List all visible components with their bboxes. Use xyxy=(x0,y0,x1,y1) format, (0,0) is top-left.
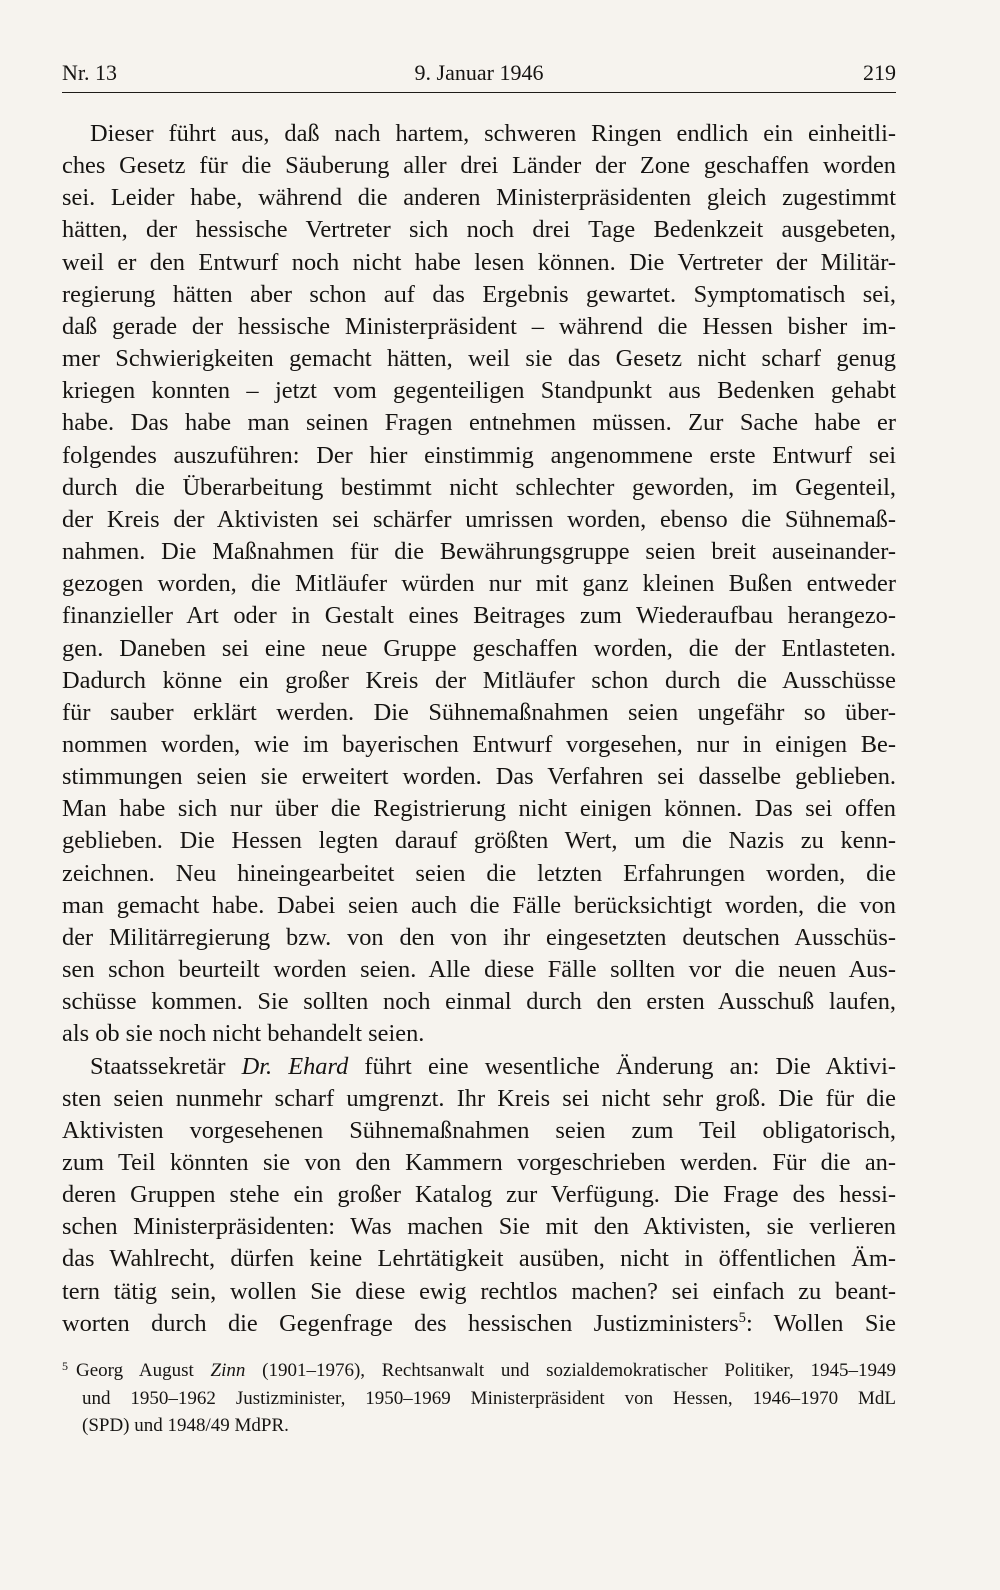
text-line: gezogen worden, die Mitläufer würden nur mit ganz kleinen Bußen entweder xyxy=(62,570,896,598)
text-run: worten durch die Gegenfrage des hessischen Justizministers xyxy=(62,1309,739,1337)
footnote-reference[interactable]: 5 xyxy=(738,1309,746,1326)
speaker-name: Dr. Ehard xyxy=(241,1052,349,1080)
text-line: regierung hätten aber schon auf das Ergebnis gewartet. Symptomatisch sei, xyxy=(62,280,896,308)
text-line: schüsse kommen. Sie sollten noch einmal durch den ersten Ausschuß laufen, xyxy=(62,988,896,1016)
text-run: Georg August xyxy=(76,1360,211,1381)
paragraph-2-first-line xyxy=(62,1051,896,1083)
text-line: finanzieller Art oder in Gestalt eines Beitrages zum Wiederaufbau herangezo- xyxy=(62,602,896,630)
text-line: deren Gruppen stehe ein großer Katalog zur Verfügung. Die Frage des hessi- xyxy=(62,1181,896,1209)
paragraph-2-last-line xyxy=(62,1308,896,1340)
footnote-5 xyxy=(62,1353,896,1440)
text-line: durch die Überarbeitung bestimmt nicht schlechter geworden, im Gegenteil, xyxy=(62,473,896,501)
text-line: nommen worden, wie im bayerischen Entwurf vorgesehen, nur in einigen Be- xyxy=(62,730,896,758)
text-line: der Militärregierung bzw. von den von ihr eingesetzten deutschen Ausschüs- xyxy=(62,923,896,951)
text-line: Dieser führt aus, daß nach hartem, schweren Ringen endlich ein einheitli- xyxy=(90,120,896,147)
text-line: hätten, der hessische Vertreter sich noch drei Tage Bedenkzeit ausgebeten, xyxy=(62,216,896,244)
person-name: Zinn xyxy=(210,1360,246,1381)
text-line: zeichnen. Neu hineingearbeitet seien die letzten Erfahrungen worden, die xyxy=(62,859,896,887)
footnote-number: 5 xyxy=(62,1359,68,1373)
text-line: Man habe sich nur über die Registrierung nicht einigen können. Das sei offen xyxy=(62,795,896,823)
header-date: 9. Januar 1946 xyxy=(414,60,544,85)
text-line: ches Gesetz für die Säuberung aller drei Länder der Zone geschaffen worden xyxy=(62,152,896,180)
footnote-line xyxy=(62,1353,896,1385)
text-run: : Wollen Sie xyxy=(745,1309,896,1337)
text-line: zum Teil könnten sie von den Kammern vorgeschrieben werden. Für die an- xyxy=(62,1149,896,1176)
text-line: daß gerade der hessische Ministerpräsident – während die Hessen bisher im- xyxy=(62,312,896,340)
text-line: weil er den Entwurf noch nicht habe lesen können. Die Vertreter der Militär- xyxy=(62,248,896,276)
text-line: stimmungen seien sie erweitert worden. Das Verfahren sei dasselbe geblieben. xyxy=(62,763,896,791)
text-line: schen Ministerpräsidenten: Was machen Sie mit den Aktivisten, sie verlieren xyxy=(62,1213,896,1241)
text-run: (1901–1976), Rechtsanwalt und sozialdemokratischer Politiker, 1945–1949 xyxy=(245,1360,896,1381)
issue-number: Nr. 13 xyxy=(62,60,117,85)
text-line: sei. Leider habe, während die anderen Ministerpräsidenten gleich zugestimmt xyxy=(62,184,896,212)
paragraph-1 xyxy=(62,118,896,1051)
text-run: Staatssekretär xyxy=(90,1052,242,1080)
text-line: man gemacht habe. Dabei seien auch die Fälle berücksichtigt worden, die von xyxy=(62,891,896,919)
footnote-line: und 1950–1962 Justizminister, 1950–1969 Ministerpräsident von Hessen, 1946–1970 MdL xyxy=(82,1387,896,1409)
page-number: 219 xyxy=(863,60,896,85)
text-line: folgendes auszuführen: Der hier einstimmig angenommene erste Entwurf sei xyxy=(62,441,896,469)
text-run: führt eine wesentliche Änderung an: Die Aktivi- xyxy=(348,1052,896,1080)
text-line: Dadurch könne ein großer Kreis der Mitläufer schon durch die Ausschüsse xyxy=(62,666,896,694)
text-line: als ob sie noch nicht behandelt seien. xyxy=(62,1020,425,1048)
text-line: kriegen konnten – jetzt vom gegenteiligen Standpunkt aus Bedenken gehabt xyxy=(62,377,896,405)
text-line: Aktivisten vorgesehenen Sühnemaßnahmen seien zum Teil obligatorisch, xyxy=(62,1116,896,1144)
running-header xyxy=(62,58,896,93)
text-line: gen. Daneben sei eine neue Gruppe geschaffen worden, die der Entlasteten. xyxy=(62,634,896,662)
text-line: habe. Das habe man seinen Fragen entnehmen müssen. Zur Sache habe er xyxy=(62,409,896,437)
text-line: das Wahlrecht, dürfen keine Lehrtätigkeit ausüben, nicht in öffentlichen Äm- xyxy=(62,1245,896,1273)
text-line: mer Schwierigkeiten gemacht hätten, weil sie das Gesetz nicht scharf genug xyxy=(62,345,896,373)
main-text xyxy=(62,118,896,1340)
text-line: nahmen. Die Maßnahmen für die Bewährungsgruppe seien breit auseinander- xyxy=(62,538,896,566)
text-line: für sauber erklärt werden. Die Sühnemaßnahmen seien ungefähr so über- xyxy=(62,698,896,726)
paragraph-2 xyxy=(62,1051,896,1340)
text-line: sten seien nunmehr scharf umgrenzt. Ihr Kreis sei nicht sehr groß. Die für die xyxy=(62,1084,896,1112)
text-line: der Kreis der Aktivisten sei schärfer umrissen worden, ebenso die Sühnemaß- xyxy=(62,505,896,533)
text-line: tern tätig sein, wollen Sie diese ewig rechtlos machen? sei einfach zu beant- xyxy=(62,1277,896,1305)
footnote-line: (SPD) und 1948/49 MdPR. xyxy=(82,1415,289,1436)
text-line: geblieben. Die Hessen legten darauf größten Wert, um die Nazis zu kenn- xyxy=(62,827,896,855)
text-line: sen schon beurteilt worden seien. Alle diese Fälle sollten vor die neuen Aus- xyxy=(62,956,896,984)
